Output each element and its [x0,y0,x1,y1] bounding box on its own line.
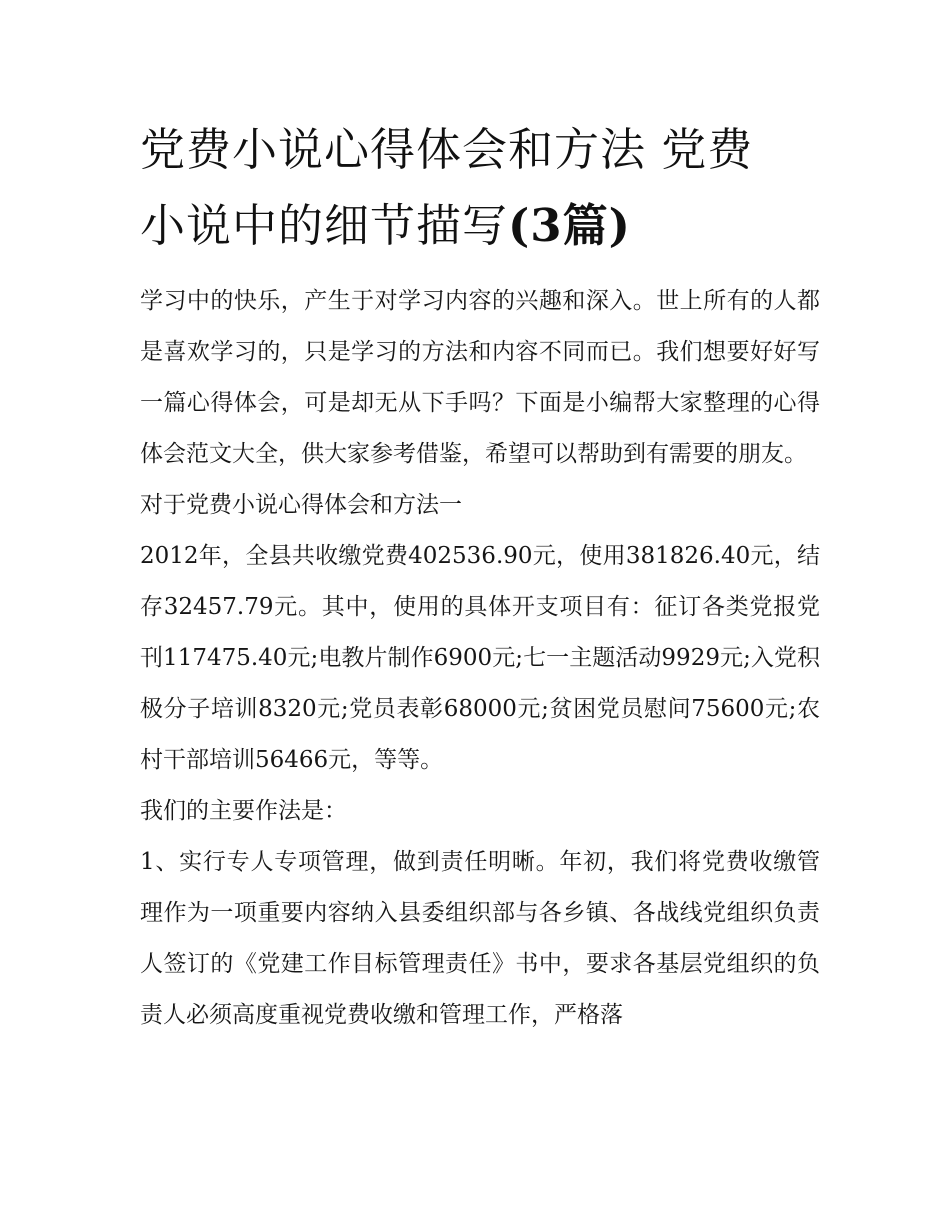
intro-paragraph: 学习中的快乐，产生于对学习内容的兴趣和深入。世上所有的人都是喜欢学习的，只是学习的方法和内容不同而已。我们想要好好写一篇心得体会，可是却无从下手吗？下面是小编帮大家整理的心得体会范文大全，供大家参考借鉴，希望可以帮助到有需要的朋友。 [140,288,820,467]
document-body [140,276,820,1041]
title-line-1: 党费小说心得体会和方法 党费 [140,123,754,176]
methods-intro: 我们的主要作法是： [140,798,347,824]
expense-paragraph: 2012年，全县共收缴党费402536.90元，使用381826.40元，结存32457.79元。其中，使用的具体开支项目有：征订各类党报党刊117475.40元;电教片制作6900元;七一主题活动9929元;入党积极分子培训8320元;党员表彰68000元;贫困党员慰问75600元;农村干部培训56466元，等等。 [140,543,820,773]
method-1-paragraph: 1、实行专人专项管理，做到责任明晰。年初，我们将党费收缴管理作为一项重要内容纳入县委组织部与各乡镇、各战线党组织负责人签订的《党建工作目标管理责任》书中，要求各基层党组织的负责人必须高度重视党费收缴和管理工作，严格落 [140,849,820,1028]
document-title [140,112,830,264]
section-heading: 对于党费小说心得体会和方法一 [140,492,462,518]
title-line-2: 小说中的细节描写 [140,199,509,252]
title-count: (3篇) [508,199,631,252]
